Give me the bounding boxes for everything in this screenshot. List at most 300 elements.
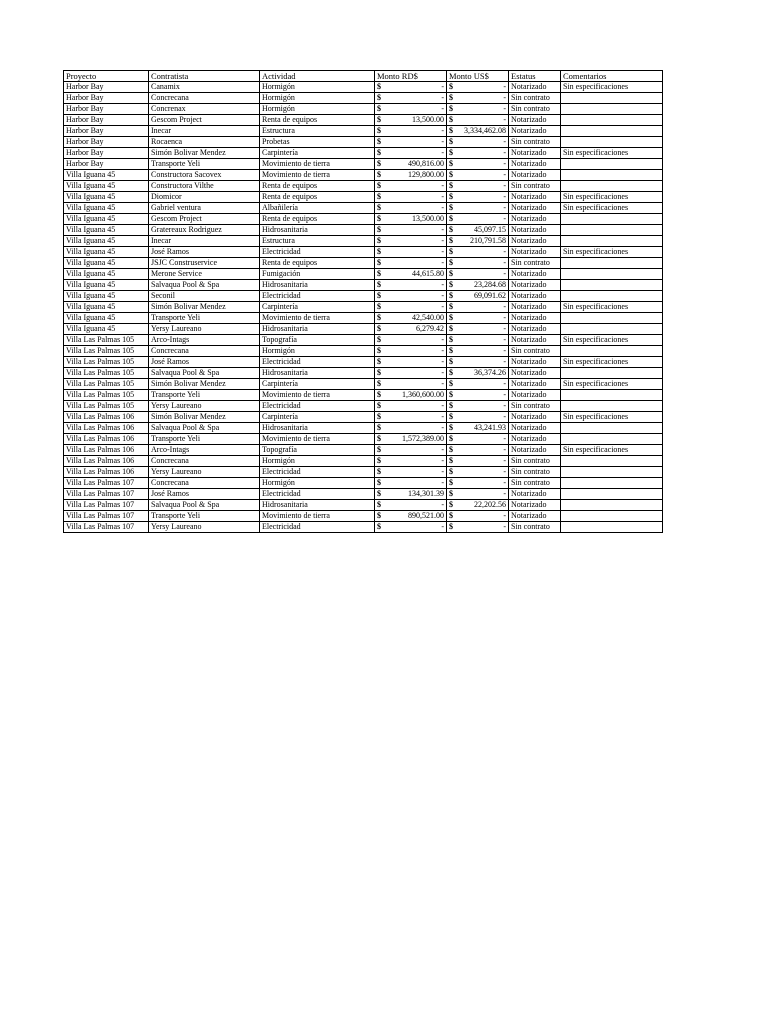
cell-actividad: Albañilería [260,203,375,214]
cell-monto-us [447,467,509,478]
cell-comentarios [561,478,663,489]
table-row [64,225,663,236]
cell-estatus: Notarizado [509,489,561,500]
amount-value: - [441,500,444,509]
cell-monto-us [447,489,509,500]
table-row [64,236,663,247]
amount-value: - [503,258,506,267]
amount-value: - [441,368,444,377]
cell-monto-rd [375,500,447,511]
cell-contratista: Transporte Yeli [149,390,260,401]
cell-contratista: Canamix [149,82,260,93]
currency-symbol: $ [449,115,453,124]
amount-value: - [503,82,506,91]
cell-proyecto: Villa Las Palmas 105 [64,401,149,412]
amount-value: - [441,192,444,201]
table-row [64,335,663,346]
cell-contratista: Salvaqua Pool & Spa [149,500,260,511]
currency-symbol: $ [377,225,381,234]
cell-monto-rd [375,203,447,214]
currency-symbol: $ [449,82,453,91]
table-row [64,412,663,423]
currency-symbol: $ [377,82,381,91]
cell-actividad: Topografía [260,335,375,346]
cell-estatus: Notarizado [509,313,561,324]
currency-symbol: $ [449,401,453,410]
table-row [64,302,663,313]
cell-actividad: Hormigón [260,478,375,489]
cell-estatus: Sin contrato [509,456,561,467]
cell-monto-rd [375,346,447,357]
currency-symbol: $ [449,280,453,289]
cell-monto-rd [375,115,447,126]
currency-symbol: $ [377,489,381,498]
cell-contratista: Gratereaux Rodriguez [149,225,260,236]
cell-monto-us [447,390,509,401]
cell-monto-us [447,401,509,412]
cell-comentarios [561,181,663,192]
cell-monto-rd [375,148,447,159]
cell-monto-us [447,335,509,346]
cell-monto-us [447,236,509,247]
currency-symbol: $ [377,170,381,179]
amount-value: - [441,225,444,234]
currency-symbol: $ [377,522,381,531]
cell-monto-rd [375,335,447,346]
cell-actividad: Renta de equipos [260,258,375,269]
currency-symbol: $ [377,412,381,421]
amount-value: 134,301.39 [408,489,444,498]
cell-monto-us [447,511,509,522]
cell-monto-us [447,170,509,181]
cell-actividad: Hidrosanitaria [260,423,375,434]
header-monto-us: Monto US$ [447,71,509,82]
cell-actividad: Estructura [260,126,375,137]
currency-symbol: $ [377,390,381,399]
currency-symbol: $ [449,489,453,498]
amount-value: - [503,302,506,311]
amount-value: 69,091.62 [474,291,506,300]
cell-contratista: Simón Bolivar Mendez [149,379,260,390]
amount-value: 3,334,462.08 [464,126,506,135]
cell-estatus: Notarizado [509,170,561,181]
cell-proyecto: Villa Las Palmas 105 [64,335,149,346]
amount-value: - [441,346,444,355]
amount-value: - [503,456,506,465]
currency-symbol: $ [449,258,453,267]
cell-monto-us [447,280,509,291]
cell-monto-us [447,302,509,313]
cell-proyecto: Harbor Bay [64,115,149,126]
currency-symbol: $ [449,324,453,333]
cell-comentarios: Sin especificaciones [561,192,663,203]
table-row [64,104,663,115]
cell-proyecto: Villa Iguana 45 [64,203,149,214]
cell-actividad: Electricidad [260,489,375,500]
table-body [64,82,663,533]
cell-proyecto: Villa Las Palmas 106 [64,423,149,434]
cell-contratista: José Ramos [149,489,260,500]
table-row [64,313,663,324]
cell-monto-us [447,214,509,225]
cell-estatus: Notarizado [509,247,561,258]
header-estatus: Estatus [509,71,561,82]
cell-comentarios: Sin especificaciones [561,82,663,93]
cell-contratista: Seconil [149,291,260,302]
cell-monto-us [447,258,509,269]
currency-symbol: $ [377,258,381,267]
cell-monto-us [447,104,509,115]
cell-estatus: Sin contrato [509,522,561,533]
currency-symbol: $ [377,203,381,212]
currency-symbol: $ [377,456,381,465]
cell-estatus: Notarizado [509,357,561,368]
cell-comentarios [561,159,663,170]
amount-value: 129,800.00 [408,170,444,179]
amount-value: - [503,192,506,201]
currency-symbol: $ [377,159,381,168]
amount-value: 23,284.68 [474,280,506,289]
table-row [64,126,663,137]
amount-value: - [503,115,506,124]
currency-symbol: $ [377,500,381,509]
cell-monto-rd [375,511,447,522]
cell-monto-us [447,456,509,467]
cell-monto-rd [375,313,447,324]
cell-estatus: Notarizado [509,335,561,346]
amount-value: 210,791.58 [470,236,506,245]
header-row [64,71,663,82]
cell-monto-us [447,137,509,148]
currency-symbol: $ [449,214,453,223]
amount-value: - [441,357,444,366]
table-row [64,478,663,489]
cell-estatus: Sin contrato [509,401,561,412]
cell-monto-rd [375,357,447,368]
cell-proyecto: Villa Las Palmas 106 [64,467,149,478]
cell-comentarios: Sin especificaciones [561,379,663,390]
cell-estatus: Notarizado [509,236,561,247]
cell-monto-us [447,126,509,137]
currency-symbol: $ [449,291,453,300]
table-row [64,401,663,412]
currency-symbol: $ [449,478,453,487]
cell-actividad: Carpintería [260,148,375,159]
cell-comentarios [561,104,663,115]
table-row [64,522,663,533]
cell-contratista: Transporte Yeli [149,159,260,170]
header-contratista: Contratista [149,71,260,82]
cell-comentarios [561,225,663,236]
amount-value: - [441,148,444,157]
cell-comentarios: Sin especificaciones [561,445,663,456]
cell-actividad: Electricidad [260,357,375,368]
amount-value: - [441,467,444,476]
cell-proyecto: Villa Las Palmas 105 [64,357,149,368]
cell-proyecto: Villa Las Palmas 107 [64,522,149,533]
cell-estatus: Notarizado [509,214,561,225]
cell-estatus: Sin contrato [509,137,561,148]
cell-monto-us [447,159,509,170]
cell-comentarios [561,423,663,434]
currency-symbol: $ [449,302,453,311]
cell-actividad: Carpintería [260,379,375,390]
currency-symbol: $ [377,181,381,190]
currency-symbol: $ [377,104,381,113]
cell-actividad: Carpintería [260,302,375,313]
cell-monto-us [447,445,509,456]
cell-comentarios: Sin especificaciones [561,203,663,214]
cell-monto-rd [375,368,447,379]
cell-monto-rd [375,280,447,291]
cell-monto-rd [375,434,447,445]
cell-estatus: Notarizado [509,291,561,302]
cell-proyecto: Villa Iguana 45 [64,280,149,291]
cell-contratista: JSJC Construservice [149,258,260,269]
cell-comentarios [561,313,663,324]
amount-value: - [441,93,444,102]
currency-symbol: $ [377,313,381,322]
cell-comentarios [561,500,663,511]
cell-actividad: Electricidad [260,401,375,412]
cell-monto-us [447,291,509,302]
table-row [64,346,663,357]
cell-proyecto: Villa Iguana 45 [64,324,149,335]
cell-contratista: Concrecana [149,456,260,467]
cell-actividad: Movimiento de tierra [260,313,375,324]
cell-estatus: Notarizado [509,159,561,170]
cell-proyecto: Villa Las Palmas 106 [64,412,149,423]
amount-value: - [503,247,506,256]
cell-monto-us [447,368,509,379]
cell-proyecto: Villa Las Palmas 105 [64,390,149,401]
cell-monto-rd [375,324,447,335]
amount-value: - [503,357,506,366]
currency-symbol: $ [377,214,381,223]
cell-comentarios [561,467,663,478]
cell-contratista: Yersy Laureano [149,324,260,335]
amount-value: - [503,511,506,520]
cell-actividad: Movimiento de tierra [260,511,375,522]
amount-value: - [503,467,506,476]
cell-comentarios [561,511,663,522]
cell-monto-rd [375,82,447,93]
cell-contratista: Diomicor [149,192,260,203]
cell-estatus: Notarizado [509,269,561,280]
amount-value: - [503,214,506,223]
currency-symbol: $ [449,170,453,179]
table-row [64,214,663,225]
cell-monto-us [447,82,509,93]
cell-contratista: Gescom Project [149,214,260,225]
currency-symbol: $ [377,269,381,278]
table-row [64,423,663,434]
cell-actividad: Electricidad [260,291,375,302]
amount-value: - [441,522,444,531]
cell-estatus: Notarizado [509,148,561,159]
cell-estatus: Notarizado [509,368,561,379]
cell-proyecto: Villa Las Palmas 105 [64,346,149,357]
cell-monto-us [447,203,509,214]
currency-symbol: $ [449,368,453,377]
amount-value: - [503,324,506,333]
amount-value: 43,241.93 [474,423,506,432]
cell-comentarios: Sin especificaciones [561,247,663,258]
cell-monto-us [447,247,509,258]
cell-contratista: Yersy Laureano [149,522,260,533]
currency-symbol: $ [449,412,453,421]
amount-value: - [441,401,444,410]
cell-actividad: Electricidad [260,247,375,258]
cell-monto-rd [375,522,447,533]
cell-actividad: Movimiento de tierra [260,434,375,445]
cell-monto-us [447,357,509,368]
cell-proyecto: Villa Las Palmas 106 [64,456,149,467]
cell-actividad: Hormigón [260,93,375,104]
cell-monto-rd [375,93,447,104]
table-row [64,291,663,302]
currency-symbol: $ [377,247,381,256]
currency-symbol: $ [377,467,381,476]
amount-value: - [441,137,444,146]
table-row [64,511,663,522]
cell-contratista: Rocaenca [149,137,260,148]
cell-comentarios [561,434,663,445]
cell-actividad: Fumigación [260,269,375,280]
cell-contratista: Arco-Intags [149,445,260,456]
table-row [64,269,663,280]
cell-actividad: Hidrosanitaria [260,324,375,335]
cell-estatus: Notarizado [509,379,561,390]
currency-symbol: $ [377,357,381,366]
currency-symbol: $ [449,467,453,476]
cell-contratista: Inecar [149,236,260,247]
cell-proyecto: Harbor Bay [64,159,149,170]
cell-estatus: Notarizado [509,423,561,434]
table-row [64,434,663,445]
currency-symbol: $ [449,357,453,366]
currency-symbol: $ [377,379,381,388]
cell-estatus: Sin contrato [509,346,561,357]
cell-actividad: Electricidad [260,522,375,533]
currency-symbol: $ [377,434,381,443]
cell-estatus: Notarizado [509,500,561,511]
cell-estatus: Notarizado [509,511,561,522]
amount-value: 490,816.00 [408,159,444,168]
cell-estatus: Notarizado [509,445,561,456]
currency-symbol: $ [377,148,381,157]
table-row [64,159,663,170]
amount-value: - [503,390,506,399]
cell-estatus: Notarizado [509,225,561,236]
amount-value: - [441,291,444,300]
cell-actividad: Movimiento de tierra [260,159,375,170]
amount-value: 6,279.42 [416,324,444,333]
currency-symbol: $ [449,104,453,113]
cell-proyecto: Harbor Bay [64,104,149,115]
table-row [64,390,663,401]
amount-value: - [441,280,444,289]
cell-actividad: Movimiento de tierra [260,390,375,401]
cell-proyecto: Villa Iguana 45 [64,313,149,324]
table-row [64,280,663,291]
cell-contratista: Transporte Yeli [149,313,260,324]
cell-proyecto: Villa Iguana 45 [64,192,149,203]
cell-monto-us [447,434,509,445]
currency-symbol: $ [377,423,381,432]
table-row [64,115,663,126]
cell-monto-us [447,181,509,192]
cell-estatus: Sin contrato [509,258,561,269]
cell-comentarios: Sin especificaciones [561,335,663,346]
cell-comentarios: Sin especificaciones [561,412,663,423]
cell-contratista: Inecar [149,126,260,137]
currency-symbol: $ [377,346,381,355]
cell-comentarios [561,489,663,500]
currency-symbol: $ [449,93,453,102]
cell-comentarios [561,93,663,104]
cell-actividad: Renta de equipos [260,192,375,203]
cell-proyecto: Villa Las Palmas 105 [64,368,149,379]
amount-value: 13,500.00 [412,214,444,223]
currency-symbol: $ [449,379,453,388]
cell-monto-us [447,522,509,533]
currency-symbol: $ [449,335,453,344]
cell-monto-us [447,412,509,423]
cell-actividad: Hormigón [260,346,375,357]
currency-symbol: $ [377,115,381,124]
cell-estatus: Notarizado [509,412,561,423]
cell-comentarios: Sin especificaciones [561,302,663,313]
currency-symbol: $ [377,324,381,333]
cell-monto-rd [375,258,447,269]
cell-contratista: Transporte Yeli [149,511,260,522]
cell-monto-rd [375,192,447,203]
amount-value: 36,374.26 [474,368,506,377]
cell-actividad: Hormigón [260,456,375,467]
amount-value: - [503,522,506,531]
cell-estatus: Notarizado [509,192,561,203]
cell-contratista: Arco-Intags [149,335,260,346]
currency-symbol: $ [377,93,381,102]
cell-estatus: Sin contrato [509,467,561,478]
cell-proyecto: Villa Las Palmas 107 [64,500,149,511]
amount-value: - [441,82,444,91]
amount-value: - [441,203,444,212]
table-row [64,247,663,258]
currency-symbol: $ [449,434,453,443]
cell-contratista: Gabriel ventura [149,203,260,214]
amount-value: 45,097.15 [474,225,506,234]
amount-value: - [503,412,506,421]
table-row [64,192,663,203]
currency-symbol: $ [449,192,453,201]
cell-monto-us [447,115,509,126]
table-row [64,82,663,93]
cell-comentarios [561,236,663,247]
cell-monto-us [447,225,509,236]
table-row [64,467,663,478]
amount-value: - [503,181,506,190]
currency-symbol: $ [449,247,453,256]
cell-proyecto: Villa Las Palmas 107 [64,478,149,489]
currency-symbol: $ [449,511,453,520]
cell-monto-rd [375,126,447,137]
table-row [64,181,663,192]
cell-comentarios [561,291,663,302]
currency-symbol: $ [377,192,381,201]
cell-estatus: Notarizado [509,434,561,445]
